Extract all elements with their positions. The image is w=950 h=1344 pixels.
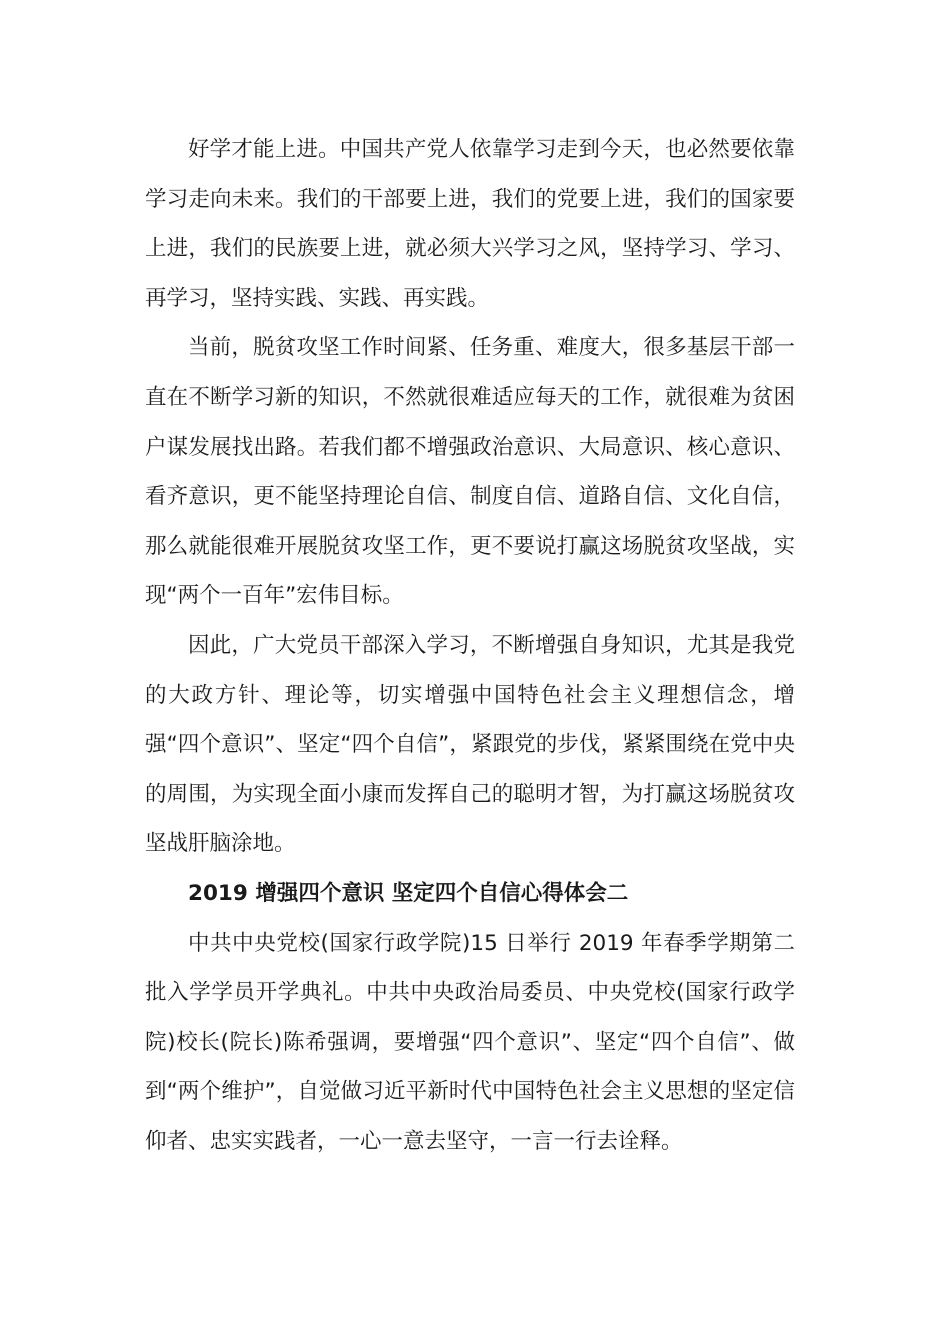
section-heading: 2019 增强四个意识 坚定四个自信心得体会二 (188, 880, 629, 906)
paragraph: 中共中央党校(国家行政学院)15 日举行 2019 年春季学期第二批入学学员开学典礼。中共中央政治局委员、中央党校(国家行政学院)校长(院长)陈希强调，要增强“四个意识”、坚定“四个自信”、做到“两个维护”，自觉做习近平新时代中国特色社会主义思想的坚定信仰者、忠实实践者，一心一意去坚守，一言一行去诠释。 (145, 930, 795, 1154)
paragraph: 因此，广大党员干部深入学习，不断增强自身知识，尤其是我党的大政方针、理论等，切实增强中国特色社会主义理想信念，增强“四个意识”、坚定“四个自信”，紧跟党的步伐，紧紧围绕在党中央的周围，为实现全面小康而发挥自己的聪明才智，为打赢这场脱贫攻坚战肝脑涂地。 (145, 632, 795, 857)
paragraph: 好学才能上进。中国共产党人依靠学习走到今天，也必然要依靠学习走向未来。我们的干部要上进，我们的党要上进，我们的国家要上进，我们的民族要上进，就必须大兴学习之风，坚持学习、学习、再学习，坚持实践、实践、再实践。 (145, 137, 795, 311)
document-body (145, 125, 795, 1166)
paragraph: 当前，脱贫攻坚工作时间紧、任务重、难度大，很多基层干部一直在不断学习新的知识，不然就很难适应每天的工作，就很难为贫困户谋发展找出路。若我们都不增强政治意识、大局意识、核心意识、看齐意识，更不能坚持理论自信、制度自信、道路自信、文化自信，那么就能很难开展脱贫攻坚工作，更不要说打赢这场脱贫攻坚战，实现“两个一百年”宏伟目标。 (145, 335, 795, 609)
